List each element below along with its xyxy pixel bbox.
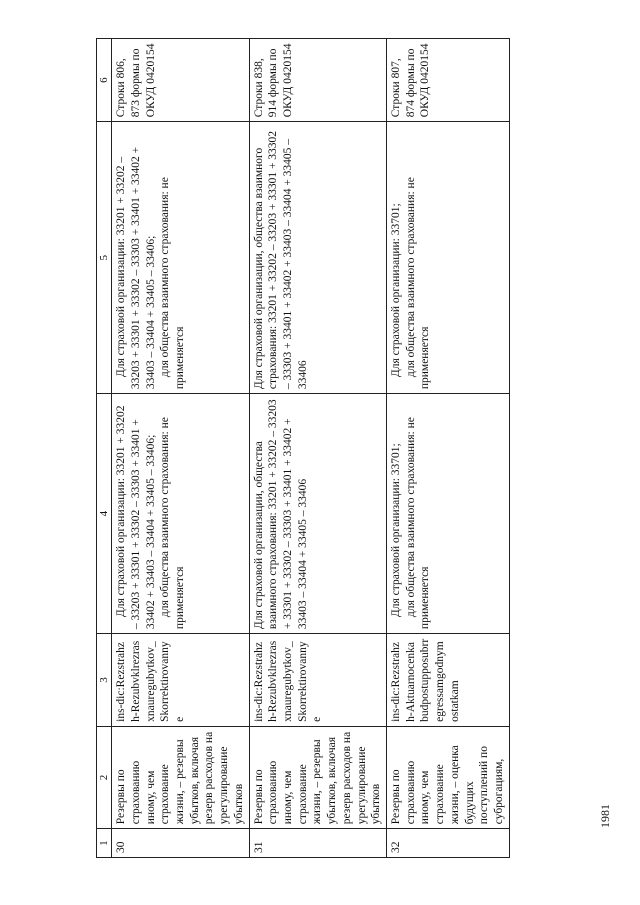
formula-cell bbox=[249, 122, 386, 394]
column-header: 6 bbox=[97, 39, 112, 122]
row-number: 32 bbox=[387, 829, 510, 858]
column-header: 2 bbox=[97, 726, 112, 828]
table-row bbox=[387, 39, 510, 858]
formula-line: Для страховой организации, общества взаимного страхования: 33201 + 33202 – 33203 + 33301 + 33302 – 33303 + 33401 + 33402 + 33403 – 33404 + 33405 – 33406 bbox=[252, 130, 309, 390]
column-header: 4 bbox=[97, 394, 112, 634]
formula-line: для общества взаимного страхования: не применяется bbox=[404, 177, 432, 390]
source-cell: Строки 806, 873 формы по ОКУД 0420154 bbox=[112, 39, 249, 122]
formula-line: для общества взаимного страхования: не применяется bbox=[404, 417, 432, 630]
indicator-name: Резервы по страхованию иному, чем страхование жизни, – резервы убытков, включая резерв расходов на урегулирование убытков bbox=[112, 726, 249, 828]
indicator-name: Резервы по страхованию иному, чем страхование жизни, – оценка будущих поступлений по суброгациям, bbox=[387, 726, 510, 828]
source-cell: Строки 807, 874 формы по ОКУД 0420154 bbox=[387, 39, 510, 122]
document-sheet bbox=[96, 38, 506, 858]
header-row bbox=[97, 39, 112, 858]
table-row bbox=[112, 39, 249, 858]
formula-line: Для страховой организации: 33701; bbox=[390, 443, 403, 618]
formula-line: для общества взаимного страхования: не применяется bbox=[159, 177, 186, 390]
formula-line: Для страховой организации, общества взаимного страхования: 33201 + 33202 – 33203 + 33301 + 33302 – 33303 + 33401 + 33402 + 33403 – 33404 + 33405 – 33406 bbox=[252, 399, 309, 630]
formula-cell bbox=[249, 394, 386, 634]
xbrl-code: ins-dic:Rezstrahzh-Rezubvklrezrasxnauregubytkov_Skorrektirovannye bbox=[249, 634, 386, 727]
formula-line: Для страховой организации: 33701; bbox=[390, 203, 403, 378]
column-header: 1 bbox=[97, 829, 112, 858]
data-table bbox=[96, 38, 510, 858]
column-header: 3 bbox=[97, 634, 112, 727]
formula-cell bbox=[387, 122, 510, 394]
formula-line: для общества взаимного страхования: не применяется bbox=[159, 417, 186, 630]
formula-cell bbox=[112, 394, 249, 634]
page-number: 1981 bbox=[598, 804, 612, 828]
indicator-name: Резервы по страхованию иному, чем страхование жизни, – резервы убытков, включая резерв расходов на урегулирование убытков bbox=[249, 726, 386, 828]
source-cell: Строки 838, 914 формы по ОКУД 0420154 bbox=[249, 39, 386, 122]
column-header: 5 bbox=[97, 122, 112, 394]
table-row bbox=[249, 39, 386, 858]
formula-cell bbox=[387, 394, 510, 634]
row-number: 31 bbox=[249, 829, 386, 858]
formula-line: Для страховой организации: 33201 + 33202 – 33203 + 33301 + 33302 – 33303 + 33401 + 33402 + 33403 – 33404 + 33405 – 33406; bbox=[115, 146, 157, 390]
formula-cell bbox=[112, 122, 249, 394]
row-number: 30 bbox=[112, 829, 249, 858]
xbrl-code: ins-dic:Rezstrahzh-Aktuarnocenkabudpostupposubrregressamgodnymostatkam bbox=[387, 634, 510, 727]
formula-line: Для страховой организации: 33201 + 33202 – 33203 + 33301 + 33302 – 33303 + 33401 + 33402 + 33403 – 33404 + 33405 – 33406; bbox=[115, 405, 157, 630]
xbrl-code: ins-dic:Rezstrahzh-Rezubvklrezrasxnauregubytkov_Skorrektirovannye bbox=[112, 634, 249, 727]
